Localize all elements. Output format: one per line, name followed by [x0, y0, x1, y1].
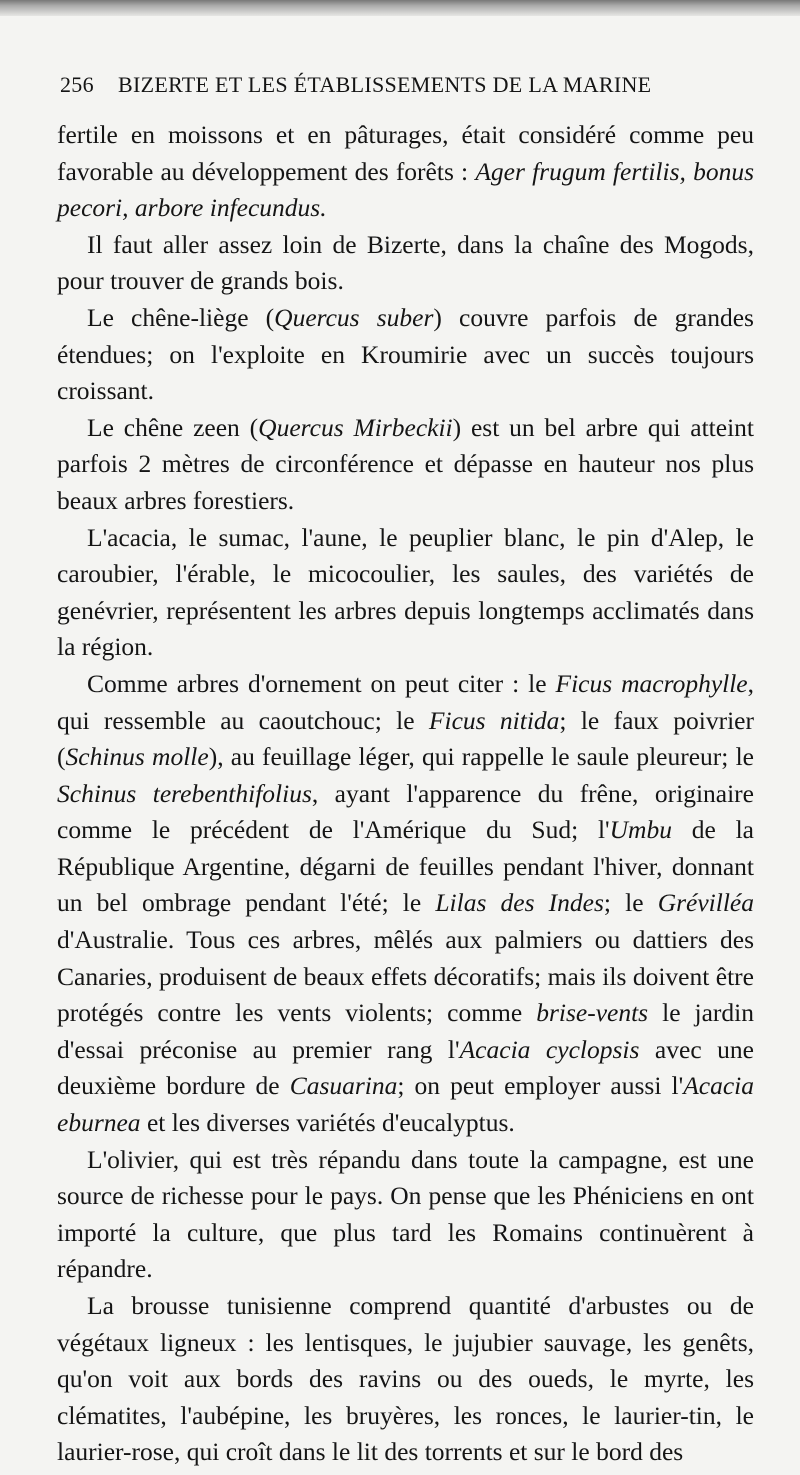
- paragraph: [57, 410, 754, 520]
- paragraph: [57, 666, 754, 1142]
- italic-text: Lilas des Indes: [435, 888, 604, 918]
- text-run: , qui ressemble au caoutchouc; le: [57, 668, 754, 735]
- text-run: et les diverses variétés d'eucalyptus.: [140, 1108, 515, 1138]
- italic-text: Ficus macrophylle: [555, 668, 748, 698]
- italic-text: Schinus terebenthifolius: [57, 778, 312, 808]
- text-run: avec une deuxième bordure de: [57, 1034, 754, 1101]
- italic-text: Grévilléa: [657, 888, 754, 918]
- running-title: BIZERTE ET LES ÉTABLISSEMENTS DE LA MARINE: [118, 72, 652, 97]
- text-run: ) couvre parfois de grandes étendues; on l'exploite en Kroumirie avec un succès toujours croissant.: [57, 302, 754, 406]
- italic-text: Acacia eburnea: [57, 1071, 754, 1138]
- text-run: fertile en moissons et en pâturages, était considéré comme peu favorable au développement des forêts :: [57, 120, 754, 186]
- page-body-text: [57, 117, 754, 1471]
- text-run: ), au feuillage léger, qui rappelle le saule pleureur; le: [208, 742, 754, 772]
- text-run: Le chêne zeen (: [87, 412, 259, 442]
- text-run: , ayant l'apparence du frêne, originaire comme le précédent de l'Amérique du Sud; l': [57, 778, 754, 845]
- italic-text: Ficus nitida: [428, 705, 560, 735]
- text-run: ; on peut employer aussi l': [397, 1071, 684, 1101]
- text-run: L'olivier, qui est très répandu dans toute la campagne, est une source de richesse pour le pays. On pense que les Phéniciens en ont importé la culture, que plus tard les Romains continuèrent à répandre.: [57, 1144, 754, 1284]
- text-run: Le chêne-liège (: [87, 302, 275, 332]
- italic-text: brise-vents: [536, 998, 649, 1028]
- italic-text: Schinus molle: [65, 742, 209, 772]
- text-run: ; le faux poivrier (: [57, 705, 754, 772]
- italic-text: Casuarina: [289, 1071, 398, 1101]
- paragraph: [57, 300, 754, 410]
- text-run: La brousse tunisienne comprend quantité d'arbustes ou de végétaux ligneux : les lentisques, le jujubier sauvage, les genêts, qu'on voit aux bords des ravins ou des oueds, le myrte, les clématites, l'aubépine, les bruyères, les ronces, le laurier-tin, le laurier-rose, qui croît dans le lit des torrents et sur le bord des: [57, 1291, 754, 1467]
- text-run: ) est un bel arbre qui atteint parfois 2 mètres de circonférence et dépasse en hauteur nos plus beaux arbres forestiers.: [57, 412, 755, 515]
- italic-text: Ager frugum fertilis, bonus pecori, arbore infecundus.: [57, 156, 754, 223]
- text-run: d'Australie. Tous ces arbres, mêlés aux palmiers ou dattiers des Canaries, produisent de beaux effets décoratifs; mais ils doivent être protégés contre les vents violents; comme: [57, 925, 754, 1028]
- scan-top-edge: [0, 0, 800, 16]
- italic-text: Umbu: [609, 815, 672, 845]
- text-run: le jardin d'essai préconise au premier rang l': [57, 998, 754, 1064]
- italic-text: Quercus Mirbeckii: [258, 412, 453, 442]
- text-run: L'acacia, le sumac, l'aune, le peuplier blanc, le pin d'Alep, le caroubier, l'érable, le micocoulier, les saules, des variétés de genévrier, représentent les arbres depuis longtemps acclimatés dans la région.: [57, 522, 754, 662]
- text-run: Il faut aller assez loin de Bizerte, dans la chaîne des Mogods, pour trouver de grands bois.: [57, 229, 754, 296]
- italic-text: Quercus suber: [274, 302, 434, 332]
- page-header: [60, 72, 740, 112]
- italic-text: Acacia cyclopsis: [459, 1034, 640, 1064]
- page-number: 256: [60, 72, 94, 97]
- text-run: de la République Argentine, dégarni de feuilles pendant l'hiver, donnant un bel ombrage pendant l'été; le: [57, 815, 754, 918]
- paragraph: [57, 1288, 754, 1471]
- paragraph: [57, 117, 754, 227]
- paragraph: [57, 1142, 754, 1288]
- paragraph: [57, 520, 754, 666]
- text-run: ; le: [603, 888, 658, 918]
- paragraph: [57, 227, 754, 300]
- text-run: Comme arbres d'ornement on peut citer : le: [87, 668, 556, 698]
